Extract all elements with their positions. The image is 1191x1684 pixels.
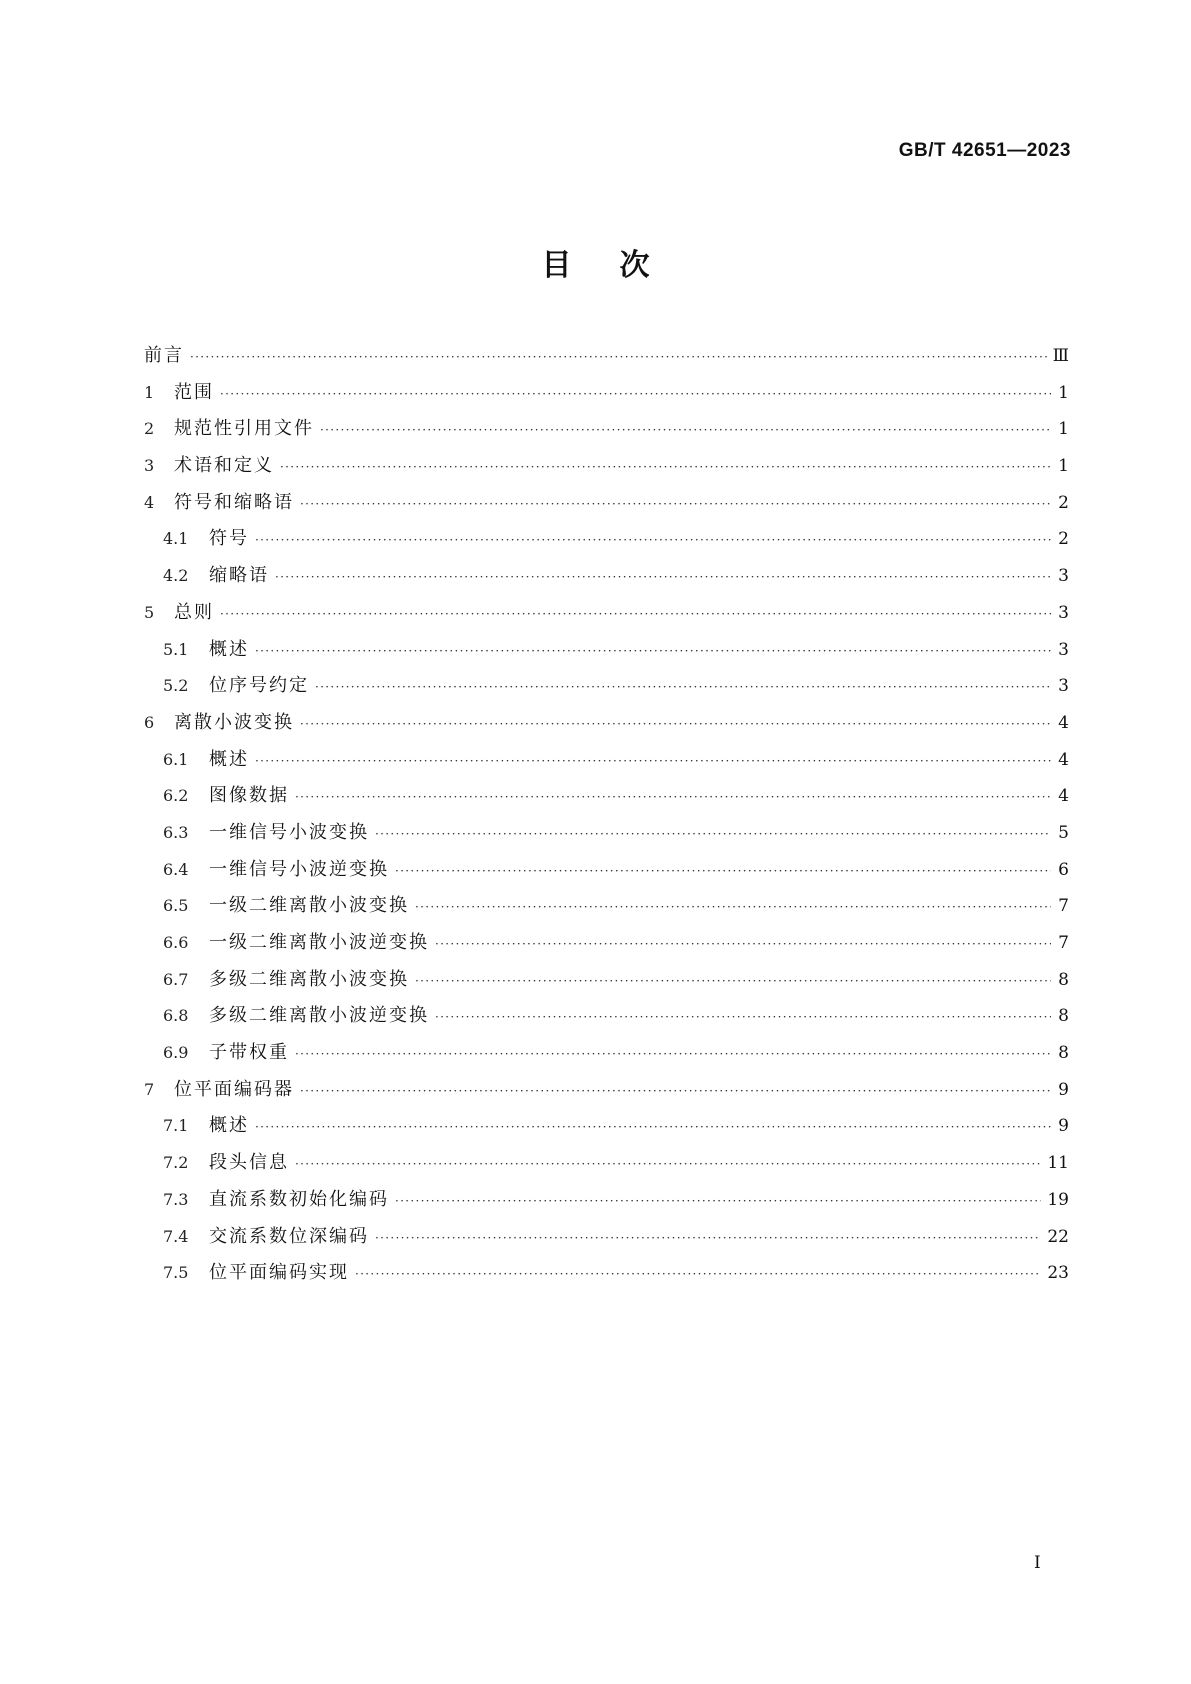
- toc-entry[interactable]: [144, 1145, 1069, 1182]
- toc-entry[interactable]: [144, 558, 1069, 595]
- toc-entry-page: 11: [1047, 1153, 1069, 1174]
- toc-leader-dots: [300, 1073, 1051, 1110]
- toc-leader-dots: [435, 999, 1051, 1036]
- toc-entry-label: 前言: [144, 345, 184, 366]
- toc-entry-label: 一级二维离散小波逆变换: [209, 932, 429, 953]
- toc-entry-number: 6.6: [163, 933, 189, 952]
- toc-entry-label: 多级二维离散小波变换: [209, 968, 409, 990]
- toc-entry-page: 6: [1058, 859, 1069, 880]
- toc-entry[interactable]: [144, 778, 1069, 815]
- toc-entry-page: 9: [1058, 1116, 1069, 1137]
- toc-entry-page: 8: [1058, 969, 1069, 990]
- toc-entry-number: 6.3: [163, 822, 189, 842]
- toc-entry-label: 范围: [174, 381, 214, 403]
- toc-leader-dots: [315, 669, 1051, 706]
- toc-leader-dots: [435, 926, 1051, 963]
- toc-entry-label: 直流系数初始化编码: [209, 1188, 389, 1210]
- toc-entry-page: 3: [1058, 639, 1069, 660]
- toc-entry-label: 多级二维离散小波逆变换: [209, 1005, 429, 1027]
- toc-entry-page: 9: [1058, 1079, 1069, 1100]
- toc-entry-number: 6.7: [163, 969, 189, 989]
- toc-entry[interactable]: [144, 375, 1069, 412]
- toc-leader-dots: [295, 1036, 1051, 1073]
- standard-code: GB/T 42651—2023: [898, 140, 1071, 161]
- toc-entry-label: 位平面编码实现: [209, 1262, 349, 1284]
- toc-leader-dots: [280, 449, 1051, 486]
- toc-entry[interactable]: [144, 705, 1069, 742]
- toc-entry-label: 位平面编码器: [174, 1078, 294, 1100]
- toc-entry-label: 位序号约定: [209, 675, 309, 697]
- toc-entry-page: 23: [1047, 1263, 1069, 1284]
- toc-entry-label: 一级二维离散小波变换: [209, 895, 409, 917]
- toc-entry-page: 8: [1058, 1006, 1069, 1027]
- toc-entry[interactable]: [144, 998, 1069, 1035]
- toc-entry-number: 7.4: [163, 1226, 189, 1246]
- toc-leader-dots: [300, 486, 1051, 523]
- toc-entry[interactable]: [144, 852, 1069, 889]
- toc-entry-number: 2: [144, 419, 155, 439]
- toc-entry-number: 7.2: [163, 1153, 189, 1173]
- toc-leader-dots: [255, 1109, 1051, 1146]
- toc-entry-label: 规范性引用文件: [174, 418, 314, 440]
- toc-entry-number: 7.5: [163, 1263, 189, 1283]
- toc-entry-number: 4.1: [163, 529, 189, 549]
- toc-leader-dots: [220, 376, 1051, 413]
- toc-entry-label: 概述: [209, 748, 249, 770]
- toc-entry-number: 6: [144, 712, 155, 732]
- toc-entry-number: 6.9: [163, 1043, 189, 1063]
- toc-leader-dots: [275, 559, 1051, 596]
- toc-entry[interactable]: [144, 485, 1069, 522]
- toc-entry-label: 概述: [209, 638, 249, 660]
- toc-entry-number: 6.4: [163, 859, 189, 879]
- toc-entry-page: 2: [1058, 492, 1069, 513]
- toc-entry-page: 7: [1058, 896, 1069, 917]
- toc-entry-label: 概述: [209, 1115, 249, 1137]
- toc-entry-number: 5: [144, 602, 155, 622]
- toc-entry-label: 符号和缩略语: [174, 491, 294, 513]
- toc-entry[interactable]: [144, 925, 1069, 962]
- toc-entry[interactable]: [144, 742, 1069, 779]
- toc-entry-number: 6.5: [163, 896, 189, 916]
- toc-entry-page: 3: [1058, 676, 1069, 697]
- toc-entry[interactable]: [144, 632, 1069, 669]
- toc-entry-label: 一维信号小波逆变换: [209, 858, 389, 880]
- toc-leader-dots: [395, 1183, 1041, 1220]
- toc-entry[interactable]: [144, 448, 1069, 485]
- toc-entry[interactable]: [144, 1219, 1069, 1256]
- toc-entry-page: 4: [1058, 786, 1069, 807]
- toc-entry-label: 图像数据: [209, 785, 289, 807]
- toc-entry-label: 缩略语: [209, 565, 269, 587]
- toc-leader-dots: [375, 1220, 1041, 1257]
- toc-leader-dots: [220, 596, 1051, 633]
- toc-entry-page: 2: [1058, 529, 1069, 550]
- toc-entry[interactable]: [144, 1108, 1069, 1145]
- toc-entry-number: 7: [144, 1079, 155, 1099]
- toc-entry[interactable]: [144, 1182, 1069, 1219]
- toc-leader-dots: [355, 1256, 1041, 1293]
- toc-entry-label: 离散小波变换: [174, 711, 294, 733]
- toc-leader-dots: [300, 706, 1051, 743]
- toc-entry[interactable]: [144, 815, 1069, 852]
- toc-entry[interactable]: [144, 521, 1069, 558]
- toc-title: 目次: [541, 248, 698, 283]
- toc-entry-page: 1: [1058, 382, 1069, 403]
- toc-entry-page: 4: [1058, 712, 1069, 733]
- toc-leader-dots: [415, 889, 1051, 926]
- toc-leader-dots: [190, 339, 1047, 376]
- table-of-contents: [144, 338, 1069, 1292]
- toc-leader-dots: [255, 522, 1051, 559]
- toc-entry-page: 19: [1047, 1189, 1069, 1210]
- toc-entry-label: 子带权重: [209, 1042, 289, 1064]
- toc-entry-page: 1: [1058, 456, 1069, 477]
- toc-entry-label: 一维信号小波变换: [209, 821, 369, 843]
- toc-entry-number: 4: [144, 492, 155, 512]
- toc-entry-page: 8: [1058, 1043, 1069, 1064]
- toc-entry[interactable]: [144, 668, 1069, 705]
- toc-entry[interactable]: [144, 1255, 1069, 1292]
- page-number: I: [1034, 1553, 1041, 1573]
- toc-entry-page: 7: [1058, 933, 1069, 953]
- toc-entry-number: 5.2: [163, 676, 189, 696]
- toc-leader-dots: [320, 412, 1051, 449]
- toc-entry-label: 符号: [209, 528, 249, 550]
- toc-entry-number: 7.3: [163, 1189, 189, 1209]
- toc-entry[interactable]: [144, 1035, 1069, 1072]
- toc-leader-dots: [375, 816, 1051, 853]
- toc-entry-number: 6.1: [163, 749, 189, 769]
- toc-entry-page: 3: [1058, 602, 1069, 623]
- toc-leader-dots: [255, 743, 1051, 780]
- toc-entry-label: 总则: [174, 601, 214, 623]
- toc-entry-number: 6.8: [163, 1006, 189, 1026]
- toc-entry-number: 6.2: [163, 786, 189, 806]
- toc-entry-number: 4.2: [163, 566, 189, 586]
- toc-entry-page: 22: [1047, 1226, 1069, 1247]
- toc-entry-label: 术语和定义: [174, 455, 274, 477]
- toc-entry-number: 7.1: [163, 1116, 189, 1136]
- toc-leader-dots: [415, 963, 1051, 1000]
- toc-entry-page: 4: [1058, 749, 1069, 770]
- toc-entry-label: 交流系数位深编码: [209, 1225, 369, 1247]
- toc-entry-page: Ⅲ: [1052, 346, 1069, 366]
- toc-leader-dots: [295, 779, 1051, 816]
- toc-entry-number: 3: [144, 456, 155, 476]
- toc-entry-page: 1: [1058, 419, 1069, 440]
- toc-entry[interactable]: [144, 888, 1069, 925]
- toc-leader-dots: [295, 1146, 1041, 1183]
- toc-leader-dots: [395, 853, 1051, 890]
- toc-entry[interactable]: [144, 595, 1069, 632]
- toc-leader-dots: [255, 633, 1051, 670]
- toc-entry[interactable]: [144, 962, 1069, 999]
- toc-entry-page: 3: [1058, 566, 1069, 587]
- toc-entry-label: 段头信息: [209, 1152, 289, 1174]
- toc-entry[interactable]: [144, 1072, 1069, 1109]
- toc-entry[interactable]: [144, 338, 1069, 375]
- toc-entry-number: 1: [144, 382, 155, 402]
- toc-entry-number: 5.1: [163, 639, 189, 659]
- toc-entry-page: 5: [1058, 822, 1069, 843]
- toc-entry[interactable]: [144, 411, 1069, 448]
